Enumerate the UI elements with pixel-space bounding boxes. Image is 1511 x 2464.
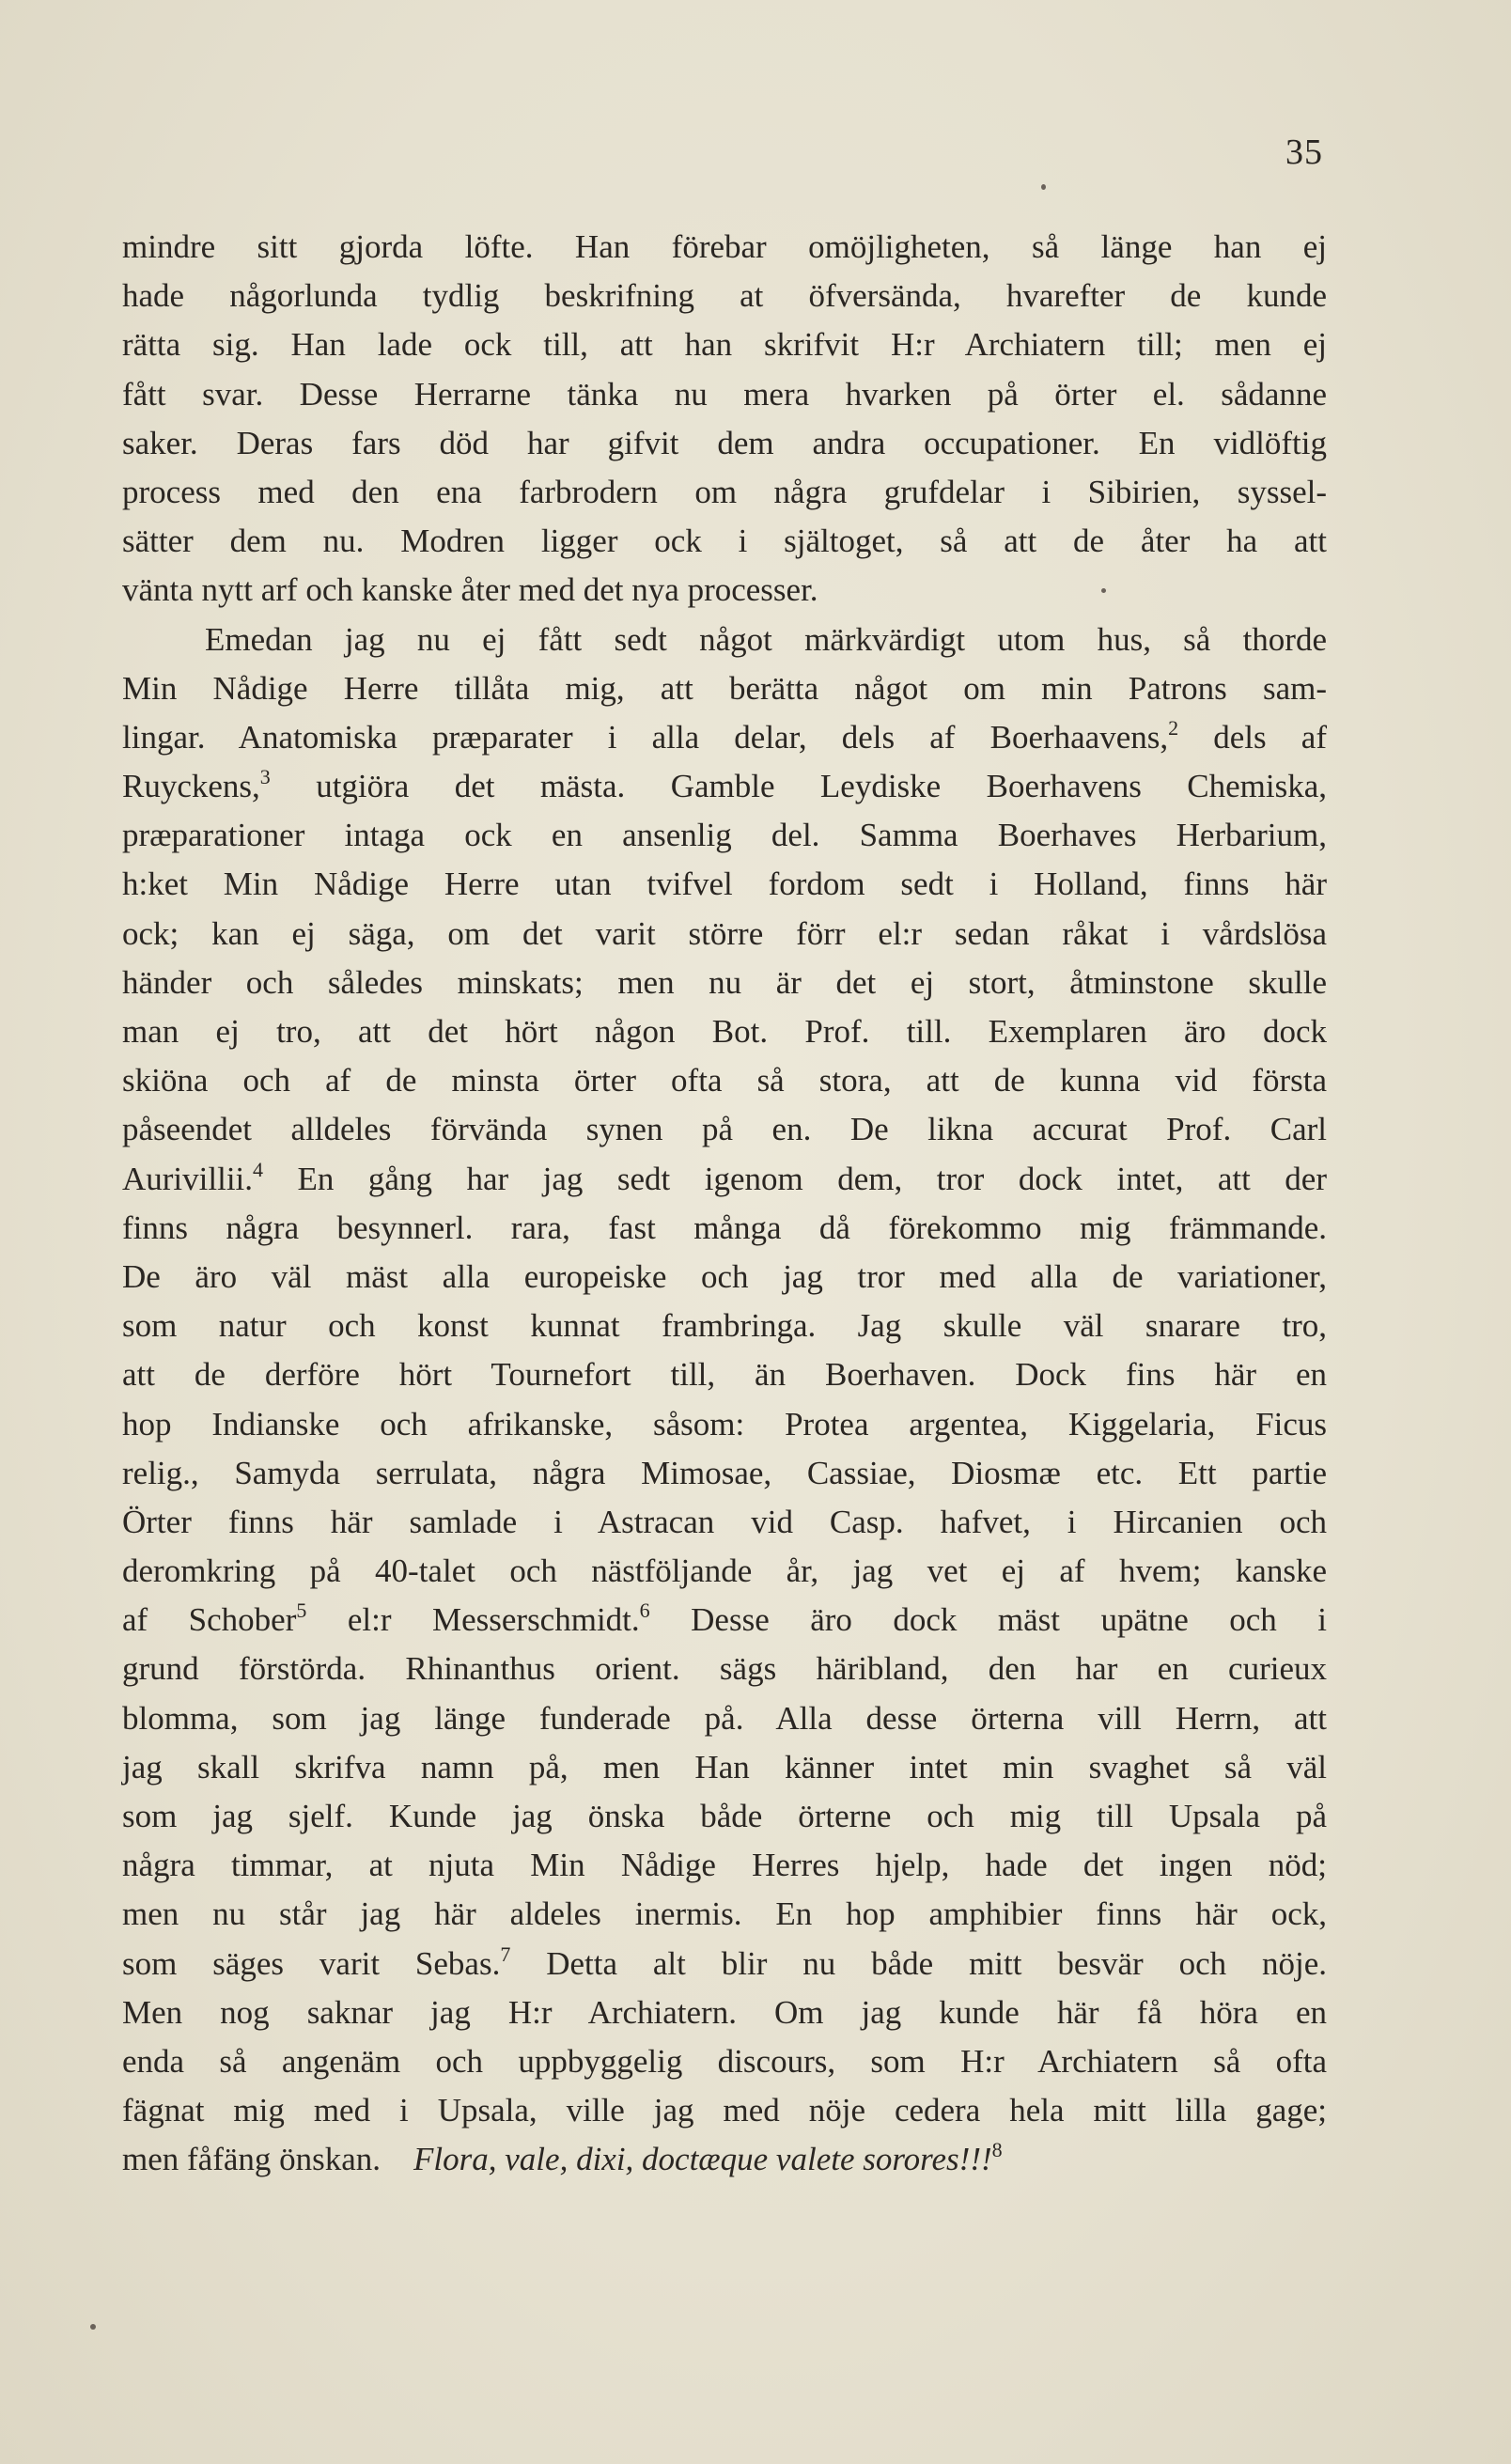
footnote-marker: 5 [296,1598,307,1623]
footnote-marker: 3 [259,765,271,789]
text-line: blomma, som jag länge funderade på. Alla desse örterna vill Herrn, att [122,1699,1327,1737]
text-segment: som säges varit Sebas. [122,1944,501,1982]
text-line: Emedan jag nu ej fått sedt något märkvärdigt utom hus, så thorde [205,620,1327,658]
text-segment: el:r Messerschmidt. [306,1601,640,1639]
text-segment: Aurivillii. [122,1160,254,1197]
text-line: mindre sitt gjorda löfte. Han förebar omöjligheten, så länge han ej [122,228,1327,265]
text-line: rätta sig. Han lade ock till, att han skrifvit H:r Archiatern till; men ej [122,326,1327,364]
text-line: att de derföre hört Tournefort till, än Boerhaven. Dock fins här en [122,1356,1327,1394]
footnote-marker: 6 [639,1598,650,1623]
text-line: fått svar. Desse Herrarne tänka nu mera hvarken på örter el. sådanne [122,375,1327,413]
text-line [122,1596,1327,1645]
text-line [122,713,1327,762]
text-line: skiöna och af de minsta örter ofta så stora, att de kunna vid första [122,1062,1327,1099]
closing-text: men fåfäng önskan. [122,2141,382,2178]
closing-line [122,2135,1327,2184]
text-line: vänta nytt arf och kanske åter med det nya processer. [122,571,818,609]
text-segment: utgiöra det mästa. Gamble Leydiske Boerhavens Chemiska, [270,768,1327,805]
text-line: præparationer intaga ock en ansenlig del. Samma Boerhaves Herbarium, [122,817,1327,854]
text-line: Men nog saknar jag H:r Archiatern. Om jag kunde här få höra en [122,1993,1327,2031]
text-segment: lingar. Anatomiska præparater i alla delar, dels af Boerhaavens, [122,718,1169,756]
text-line: saker. Deras fars död har gifvit dem andra occupationer. En vidlöftig [122,424,1327,461]
text-line: hop Indianske och afrikanske, såsom: Protea argentea, Kiggelaria, Ficus [122,1405,1327,1443]
text-line: som jag sjelf. Kunde jag önska både örterne och mig till Upsala på [122,1798,1327,1834]
text-line: som natur och konst kunnat frambringa. Jag skulle väl snarare tro, [122,1307,1327,1345]
text-line: hade någorlunda tydlig beskrifning at öfversända, hvarefter de kunde [122,277,1327,315]
letter-body [122,223,1327,2185]
text-line: h:ket Min Nådige Herre utan tvifvel fordom sedt i Holland, finns här [122,866,1327,903]
text-segment: Detta alt blir nu både mitt besvär och nöje. [510,1944,1327,1982]
page-number: 35 [1285,133,1323,172]
scan-speck [1041,184,1046,190]
text-line: påseendet alldeles förvända synen på en. De likna accurat Prof. Carl [122,1111,1327,1148]
footnote-marker: 2 [1168,715,1179,740]
footnote-marker: 7 [500,1942,511,1966]
text-line: ock; kan ej säga, om det varit större förr el:r sedan råkat i vårdslösa [122,914,1327,952]
text-segment: Desse äro dock mäst upätne och i [649,1601,1328,1639]
footnote-marker: 8 [991,2138,1003,2162]
text-line: några timmar, at njuta Min Nådige Herres hjelp, hade det ingen nöd; [122,1847,1327,1884]
text-segment: Ruyckens, [122,768,260,805]
footnote-marker: 4 [253,1157,264,1181]
text-line: jag skall skrifva namn på, men Han känner intet min svaghet så väl [122,1748,1327,1786]
text-line: händer och således minskats; men nu är det ej stort, åtminstone skulle [122,963,1327,1001]
text-line: relig., Samyda serrulata, några Mimosae, Cassiae, Diosmæ etc. Ett partie [122,1454,1327,1491]
text-line: deromkring på 40-talet och nästföljande år, jag vet ej af hvem; kanske [122,1552,1327,1590]
text-line: finns några besynnerl. rara, fast många då förekommo mig främmande. [122,1209,1327,1246]
paragraph-2 [122,616,1327,2136]
scan-speck [1101,588,1106,593]
text-line: De äro väl mäst alla europeiske och jag tror med alla de variationer, [122,1257,1327,1295]
text-segment: En gång har jag sedt igenom dem, tror dock intet, att der [263,1160,1327,1197]
text-line: sätter dem nu. Modren ligger ock i själtoget, så att de åter ha att [122,522,1327,560]
text-line: fägnat mig med i Upsala, ville jag med nöje cedera hela mitt lilla gage; [122,2092,1327,2129]
scan-speck [90,2324,96,2330]
paragraph-1 [122,223,1327,616]
text-line: Örter finns här samlade i Astracan vid Casp. hafvet, i Hircanien och [122,1503,1327,1540]
text-line: enda så angenäm och uppbyggelig discours, som H:r Archiatern så ofta [122,2042,1327,2080]
text-line: Min Nådige Herre tillåta mig, att berätta något om min Patrons sam- [122,669,1327,707]
latin-farewell: Flora, vale, dixi, doctæque valete sorores!!! [413,2141,992,2178]
text-line [122,762,1327,811]
text-segment: af Schober [122,1601,297,1639]
text-line: men nu står jag här aldeles inermis. En hop amphibier finns här ock, [122,1895,1327,1933]
text-line [122,1940,1327,1988]
text-segment: dels af [1178,718,1327,756]
text-line: process med den ena farbrodern om några grufdelar i Sibirien, syssel- [122,473,1327,510]
text-line [122,1155,1327,1204]
text-line: grund förstörda. Rhinanthus orient. sägs häribland, den har en curieux [122,1650,1327,1688]
text-line: man ej tro, att det hört någon Bot. Prof. till. Exemplaren äro dock [122,1013,1327,1050]
